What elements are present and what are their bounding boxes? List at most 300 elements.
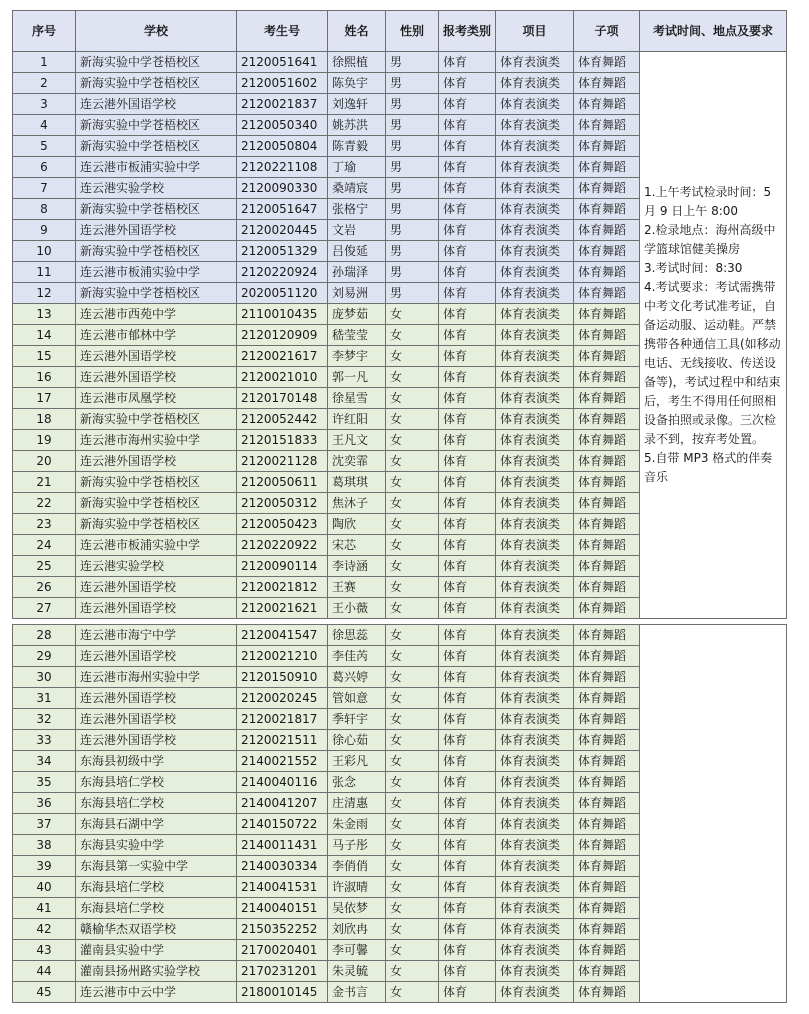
cell-name: 葛琪琪	[328, 472, 386, 493]
cell-gender: 女	[386, 325, 439, 346]
cell-school: 连云港实验学校	[76, 556, 237, 577]
cell-gender: 女	[386, 388, 439, 409]
cell-item: 体育表演类	[496, 625, 574, 646]
cell-name: 徐心茹	[328, 730, 386, 751]
cell-gender: 女	[386, 835, 439, 856]
cell-index: 1	[13, 52, 76, 73]
cell-category: 体育	[439, 283, 496, 304]
cell-index: 33	[13, 730, 76, 751]
cell-subitem: 体育舞蹈	[574, 94, 640, 115]
cell-item: 体育表演类	[496, 388, 574, 409]
cell-index: 26	[13, 577, 76, 598]
cell-name: 刘易洲	[328, 283, 386, 304]
cell-item: 体育表演类	[496, 730, 574, 751]
cell-name: 沈奕霏	[328, 451, 386, 472]
cell-subitem: 体育舞蹈	[574, 493, 640, 514]
cell-exam-id: 2120051641	[237, 52, 328, 73]
cell-gender: 男	[386, 241, 439, 262]
cell-item: 体育表演类	[496, 367, 574, 388]
cell-item: 体育表演类	[496, 772, 574, 793]
cell-category: 体育	[439, 982, 496, 1003]
cell-name: 徐星雪	[328, 388, 386, 409]
cell-item: 体育表演类	[496, 646, 574, 667]
cell-index: 31	[13, 688, 76, 709]
cell-index: 34	[13, 751, 76, 772]
cell-gender: 男	[386, 157, 439, 178]
cell-gender: 女	[386, 493, 439, 514]
cell-school: 赣榆华杰双语学校	[76, 919, 237, 940]
cell-index: 12	[13, 283, 76, 304]
cell-exam-id: 2120021511	[237, 730, 328, 751]
cell-name: 吕俊延	[328, 241, 386, 262]
cell-item: 体育表演类	[496, 598, 574, 619]
cell-name: 刘逸轩	[328, 94, 386, 115]
requirement-item: 1.上午考试检录时间：5月 9 日上午 8:00	[644, 185, 772, 218]
cell-name: 朱灵毓	[328, 961, 386, 982]
cell-school: 东海县石湖中学	[76, 814, 237, 835]
cell-exam-id: 2120050340	[237, 115, 328, 136]
cell-school: 连云港外国语学校	[76, 451, 237, 472]
cell-category: 体育	[439, 304, 496, 325]
cell-subitem: 体育舞蹈	[574, 709, 640, 730]
cell-index: 5	[13, 136, 76, 157]
cell-subitem: 体育舞蹈	[574, 451, 640, 472]
cell-category: 体育	[439, 877, 496, 898]
cell-category: 体育	[439, 709, 496, 730]
cell-name: 李诗涵	[328, 556, 386, 577]
cell-school: 新海实验中学苍梧校区	[76, 283, 237, 304]
cell-category: 体育	[439, 598, 496, 619]
cell-gender: 女	[386, 772, 439, 793]
cell-gender: 女	[386, 919, 439, 940]
cell-gender: 男	[386, 262, 439, 283]
cell-name: 丁瑜	[328, 157, 386, 178]
cell-item: 体育表演类	[496, 793, 574, 814]
cell-subitem: 体育舞蹈	[574, 346, 640, 367]
cell-school: 新海实验中学苍梧校区	[76, 136, 237, 157]
cell-gender: 女	[386, 856, 439, 877]
cell-gender: 女	[386, 877, 439, 898]
cell-school: 连云港实验学校	[76, 178, 237, 199]
cell-subitem: 体育舞蹈	[574, 961, 640, 982]
cell-index: 38	[13, 835, 76, 856]
cell-item: 体育表演类	[496, 835, 574, 856]
cell-gender: 女	[386, 688, 439, 709]
cell-exam-id: 2110010435	[237, 304, 328, 325]
cell-school: 东海县初级中学	[76, 751, 237, 772]
cell-exam-id: 2120021621	[237, 598, 328, 619]
cell-category: 体育	[439, 493, 496, 514]
cell-exam-id: 2140030334	[237, 856, 328, 877]
cell-category: 体育	[439, 514, 496, 535]
cell-exam-id: 2120221108	[237, 157, 328, 178]
cell-school: 连云港市海州实验中学	[76, 430, 237, 451]
table-body-part1	[13, 52, 787, 619]
cell-school: 连云港市凤凰学校	[76, 388, 237, 409]
cell-subitem: 体育舞蹈	[574, 367, 640, 388]
cell-name: 王小薇	[328, 598, 386, 619]
cell-item: 体育表演类	[496, 304, 574, 325]
cell-gender: 女	[386, 514, 439, 535]
cell-gender: 女	[386, 625, 439, 646]
cell-gender: 女	[386, 814, 439, 835]
cell-category: 体育	[439, 940, 496, 961]
col-header-name: 姓名	[328, 11, 386, 52]
cell-index: 3	[13, 94, 76, 115]
cell-gender: 男	[386, 178, 439, 199]
cell-school: 东海县实验中学	[76, 835, 237, 856]
cell-subitem: 体育舞蹈	[574, 136, 640, 157]
cell-gender: 男	[386, 283, 439, 304]
col-header-exam-id: 考生号	[237, 11, 328, 52]
cell-school: 连云港市郁林中学	[76, 325, 237, 346]
cell-name: 郭一凡	[328, 367, 386, 388]
requirement-item: 4.考试要求：考试需携带中考文化考试准考证，自备运动服、运动鞋。严禁携带各种通信工具(如移动电话、无线接收、传送设备等)，考试过程中和结束后，考生不得用任何照相设备拍照或录像。三次检录不到，按弃考处置。	[644, 280, 781, 446]
cell-name: 李佳芮	[328, 646, 386, 667]
cell-exam-id: 2120050804	[237, 136, 328, 157]
cell-exam-id: 2140150722	[237, 814, 328, 835]
cell-subitem: 体育舞蹈	[574, 835, 640, 856]
exam-requirements-note	[640, 52, 787, 619]
cell-subitem: 体育舞蹈	[574, 430, 640, 451]
cell-category: 体育	[439, 262, 496, 283]
cell-gender: 女	[386, 793, 439, 814]
table-row	[13, 52, 787, 73]
cell-index: 17	[13, 388, 76, 409]
cell-category: 体育	[439, 472, 496, 493]
cell-category: 体育	[439, 730, 496, 751]
cell-index: 36	[13, 793, 76, 814]
cell-item: 体育表演类	[496, 178, 574, 199]
cell-gender: 女	[386, 346, 439, 367]
cell-subitem: 体育舞蹈	[574, 283, 640, 304]
cell-school: 连云港外国语学校	[76, 220, 237, 241]
col-header-requirements: 考试时间、地点及要求	[640, 11, 787, 52]
cell-exam-id: 2120021617	[237, 346, 328, 367]
cell-school: 东海县培仁学校	[76, 793, 237, 814]
cell-school: 新海实验中学苍梧校区	[76, 73, 237, 94]
cell-school: 连云港市海宁中学	[76, 625, 237, 646]
cell-index: 28	[13, 625, 76, 646]
cell-exam-id: 2120050312	[237, 493, 328, 514]
cell-index: 24	[13, 535, 76, 556]
cell-exam-id: 2120041547	[237, 625, 328, 646]
cell-subitem: 体育舞蹈	[574, 667, 640, 688]
cell-school: 灌南县实验中学	[76, 940, 237, 961]
cell-exam-id: 2120090114	[237, 556, 328, 577]
cell-gender: 女	[386, 598, 439, 619]
cell-item: 体育表演类	[496, 877, 574, 898]
cell-item: 体育表演类	[496, 961, 574, 982]
cell-item: 体育表演类	[496, 115, 574, 136]
cell-exam-id: 2120150910	[237, 667, 328, 688]
cell-subitem: 体育舞蹈	[574, 688, 640, 709]
cell-name: 季轩宇	[328, 709, 386, 730]
cell-category: 体育	[439, 409, 496, 430]
cell-gender: 男	[386, 199, 439, 220]
cell-exam-id: 2120021837	[237, 94, 328, 115]
table-row	[13, 625, 787, 646]
cell-item: 体育表演类	[496, 199, 574, 220]
cell-category: 体育	[439, 388, 496, 409]
cell-name: 管如意	[328, 688, 386, 709]
cell-index: 29	[13, 646, 76, 667]
col-header-subitem: 子项	[574, 11, 640, 52]
cell-name: 葛兴婷	[328, 667, 386, 688]
cell-item: 体育表演类	[496, 325, 574, 346]
cell-index: 6	[13, 157, 76, 178]
cell-category: 体育	[439, 157, 496, 178]
cell-item: 体育表演类	[496, 982, 574, 1003]
cell-exam-id: 2120052442	[237, 409, 328, 430]
cell-item: 体育表演类	[496, 157, 574, 178]
cell-school: 连云港市板浦实验中学	[76, 535, 237, 556]
cell-name: 马子彤	[328, 835, 386, 856]
cell-index: 27	[13, 598, 76, 619]
cell-index: 25	[13, 556, 76, 577]
cell-exam-id: 2120021010	[237, 367, 328, 388]
cell-item: 体育表演类	[496, 451, 574, 472]
cell-exam-id: 2120151833	[237, 430, 328, 451]
cell-index: 39	[13, 856, 76, 877]
cell-item: 体育表演类	[496, 52, 574, 73]
cell-gender: 男	[386, 220, 439, 241]
cell-school: 灌南县扬州路实验学校	[76, 961, 237, 982]
cell-index: 9	[13, 220, 76, 241]
cell-item: 体育表演类	[496, 241, 574, 262]
cell-school: 连云港外国语学校	[76, 367, 237, 388]
cell-index: 23	[13, 514, 76, 535]
exam-table-part1	[12, 10, 787, 619]
cell-gender: 男	[386, 52, 439, 73]
cell-index: 35	[13, 772, 76, 793]
cell-category: 体育	[439, 556, 496, 577]
cell-exam-id: 2120220924	[237, 262, 328, 283]
requirement-item: 3.考试时间：8:30	[644, 261, 743, 275]
cell-item: 体育表演类	[496, 430, 574, 451]
cell-item: 体育表演类	[496, 709, 574, 730]
cell-school: 连云港外国语学校	[76, 94, 237, 115]
cell-name: 陈青毅	[328, 136, 386, 157]
cell-category: 体育	[439, 346, 496, 367]
cell-subitem: 体育舞蹈	[574, 115, 640, 136]
cell-school: 新海实验中学苍梧校区	[76, 514, 237, 535]
cell-gender: 女	[386, 367, 439, 388]
cell-exam-id: 2120170148	[237, 388, 328, 409]
cell-exam-id: 2150352252	[237, 919, 328, 940]
cell-index: 32	[13, 709, 76, 730]
cell-subitem: 体育舞蹈	[574, 625, 640, 646]
cell-subitem: 体育舞蹈	[574, 535, 640, 556]
cell-exam-id: 2120120909	[237, 325, 328, 346]
cell-subitem: 体育舞蹈	[574, 751, 640, 772]
cell-exam-id: 2120021817	[237, 709, 328, 730]
cell-school: 连云港市海州实验中学	[76, 667, 237, 688]
cell-gender: 男	[386, 94, 439, 115]
cell-name: 李梦宇	[328, 346, 386, 367]
cell-gender: 女	[386, 451, 439, 472]
cell-subitem: 体育舞蹈	[574, 220, 640, 241]
cell-category: 体育	[439, 919, 496, 940]
cell-category: 体育	[439, 535, 496, 556]
cell-subitem: 体育舞蹈	[574, 577, 640, 598]
cell-name: 吴依梦	[328, 898, 386, 919]
cell-subitem: 体育舞蹈	[574, 646, 640, 667]
cell-category: 体育	[439, 772, 496, 793]
cell-exam-id: 2120020245	[237, 688, 328, 709]
cell-subitem: 体育舞蹈	[574, 772, 640, 793]
cell-category: 体育	[439, 898, 496, 919]
cell-index: 21	[13, 472, 76, 493]
cell-exam-id: 2120051647	[237, 199, 328, 220]
cell-school: 新海实验中学苍梧校区	[76, 52, 237, 73]
cell-school: 新海实验中学苍梧校区	[76, 241, 237, 262]
cell-name: 王凡文	[328, 430, 386, 451]
cell-category: 体育	[439, 856, 496, 877]
cell-category: 体育	[439, 325, 496, 346]
cell-index: 8	[13, 199, 76, 220]
cell-exam-id: 2140041531	[237, 877, 328, 898]
cell-school: 连云港市板浦实验中学	[76, 262, 237, 283]
cell-subitem: 体育舞蹈	[574, 898, 640, 919]
cell-subitem: 体育舞蹈	[574, 877, 640, 898]
cell-name: 刘欣冉	[328, 919, 386, 940]
cell-item: 体育表演类	[496, 409, 574, 430]
cell-name: 文岩	[328, 220, 386, 241]
cell-category: 体育	[439, 115, 496, 136]
cell-category: 体育	[439, 52, 496, 73]
cell-index: 22	[13, 493, 76, 514]
cell-name: 陶欣	[328, 514, 386, 535]
cell-name: 姚苏洪	[328, 115, 386, 136]
cell-school: 连云港外国语学校	[76, 730, 237, 751]
cell-name: 宋芯	[328, 535, 386, 556]
cell-gender: 女	[386, 982, 439, 1003]
cell-school: 连云港外国语学校	[76, 646, 237, 667]
cell-exam-id: 2120050423	[237, 514, 328, 535]
cell-gender: 女	[386, 961, 439, 982]
cell-school: 连云港外国语学校	[76, 346, 237, 367]
cell-item: 体育表演类	[496, 94, 574, 115]
cell-item: 体育表演类	[496, 577, 574, 598]
cell-exam-id: 2140040151	[237, 898, 328, 919]
cell-index: 15	[13, 346, 76, 367]
cell-subitem: 体育舞蹈	[574, 52, 640, 73]
cell-item: 体育表演类	[496, 688, 574, 709]
cell-gender: 男	[386, 73, 439, 94]
cell-category: 体育	[439, 961, 496, 982]
header-row	[13, 11, 787, 52]
cell-index: 16	[13, 367, 76, 388]
cell-school: 连云港市中云中学	[76, 982, 237, 1003]
cell-category: 体育	[439, 199, 496, 220]
cell-item: 体育表演类	[496, 73, 574, 94]
cell-name: 许淑晴	[328, 877, 386, 898]
cell-name: 嵇莹莹	[328, 325, 386, 346]
cell-category: 体育	[439, 73, 496, 94]
cell-school: 连云港外国语学校	[76, 688, 237, 709]
cell-name: 张念	[328, 772, 386, 793]
cell-school: 新海实验中学苍梧校区	[76, 409, 237, 430]
cell-name: 李俏俏	[328, 856, 386, 877]
cell-subitem: 体育舞蹈	[574, 940, 640, 961]
cell-gender: 女	[386, 751, 439, 772]
cell-exam-id: 2120020445	[237, 220, 328, 241]
cell-category: 体育	[439, 793, 496, 814]
cell-subitem: 体育舞蹈	[574, 598, 640, 619]
cell-item: 体育表演类	[496, 814, 574, 835]
requirement-item: 5.自带 MP3 格式的伴奏音乐	[644, 451, 773, 484]
cell-school: 连云港市西苑中学	[76, 304, 237, 325]
cell-subitem: 体育舞蹈	[574, 514, 640, 535]
cell-subitem: 体育舞蹈	[574, 982, 640, 1003]
cell-exam-id: 2140011431	[237, 835, 328, 856]
cell-subitem: 体育舞蹈	[574, 793, 640, 814]
cell-index: 20	[13, 451, 76, 472]
cell-name: 王赛	[328, 577, 386, 598]
cell-gender: 女	[386, 472, 439, 493]
cell-subitem: 体育舞蹈	[574, 919, 640, 940]
cell-exam-id: 2120021128	[237, 451, 328, 472]
cell-index: 30	[13, 667, 76, 688]
cell-category: 体育	[439, 94, 496, 115]
cell-index: 42	[13, 919, 76, 940]
col-header-gender: 性别	[386, 11, 439, 52]
cell-gender: 女	[386, 709, 439, 730]
cell-index: 43	[13, 940, 76, 961]
cell-category: 体育	[439, 646, 496, 667]
cell-name: 许红阳	[328, 409, 386, 430]
cell-school: 东海县培仁学校	[76, 772, 237, 793]
cell-name: 金书言	[328, 982, 386, 1003]
cell-gender: 男	[386, 136, 439, 157]
cell-exam-id: 2120051602	[237, 73, 328, 94]
cell-index: 2	[13, 73, 76, 94]
cell-subitem: 体育舞蹈	[574, 388, 640, 409]
cell-school: 东海县培仁学校	[76, 898, 237, 919]
cell-exam-id: 2170020401	[237, 940, 328, 961]
cell-gender: 女	[386, 430, 439, 451]
cell-category: 体育	[439, 835, 496, 856]
cell-index: 19	[13, 430, 76, 451]
cell-gender: 女	[386, 577, 439, 598]
cell-gender: 女	[386, 730, 439, 751]
cell-name: 朱金雨	[328, 814, 386, 835]
cell-item: 体育表演类	[496, 556, 574, 577]
cell-name: 王彩凡	[328, 751, 386, 772]
cell-item: 体育表演类	[496, 514, 574, 535]
cell-item: 体育表演类	[496, 940, 574, 961]
cell-gender: 女	[386, 646, 439, 667]
cell-school: 东海县第一实验中学	[76, 856, 237, 877]
cell-index: 14	[13, 325, 76, 346]
cell-school: 连云港外国语学校	[76, 598, 237, 619]
cell-item: 体育表演类	[496, 856, 574, 877]
cell-school: 东海县培仁学校	[76, 877, 237, 898]
cell-school: 连云港外国语学校	[76, 577, 237, 598]
cell-school: 新海实验中学苍梧校区	[76, 115, 237, 136]
cell-name: 孙瑞泽	[328, 262, 386, 283]
cell-exam-id: 2140021552	[237, 751, 328, 772]
cell-item: 体育表演类	[496, 493, 574, 514]
col-header-index: 序号	[13, 11, 76, 52]
cell-subitem: 体育舞蹈	[574, 241, 640, 262]
cell-category: 体育	[439, 625, 496, 646]
cell-item: 体育表演类	[496, 346, 574, 367]
cell-subitem: 体育舞蹈	[574, 409, 640, 430]
cell-gender: 女	[386, 898, 439, 919]
cell-exam-id: 2120090330	[237, 178, 328, 199]
